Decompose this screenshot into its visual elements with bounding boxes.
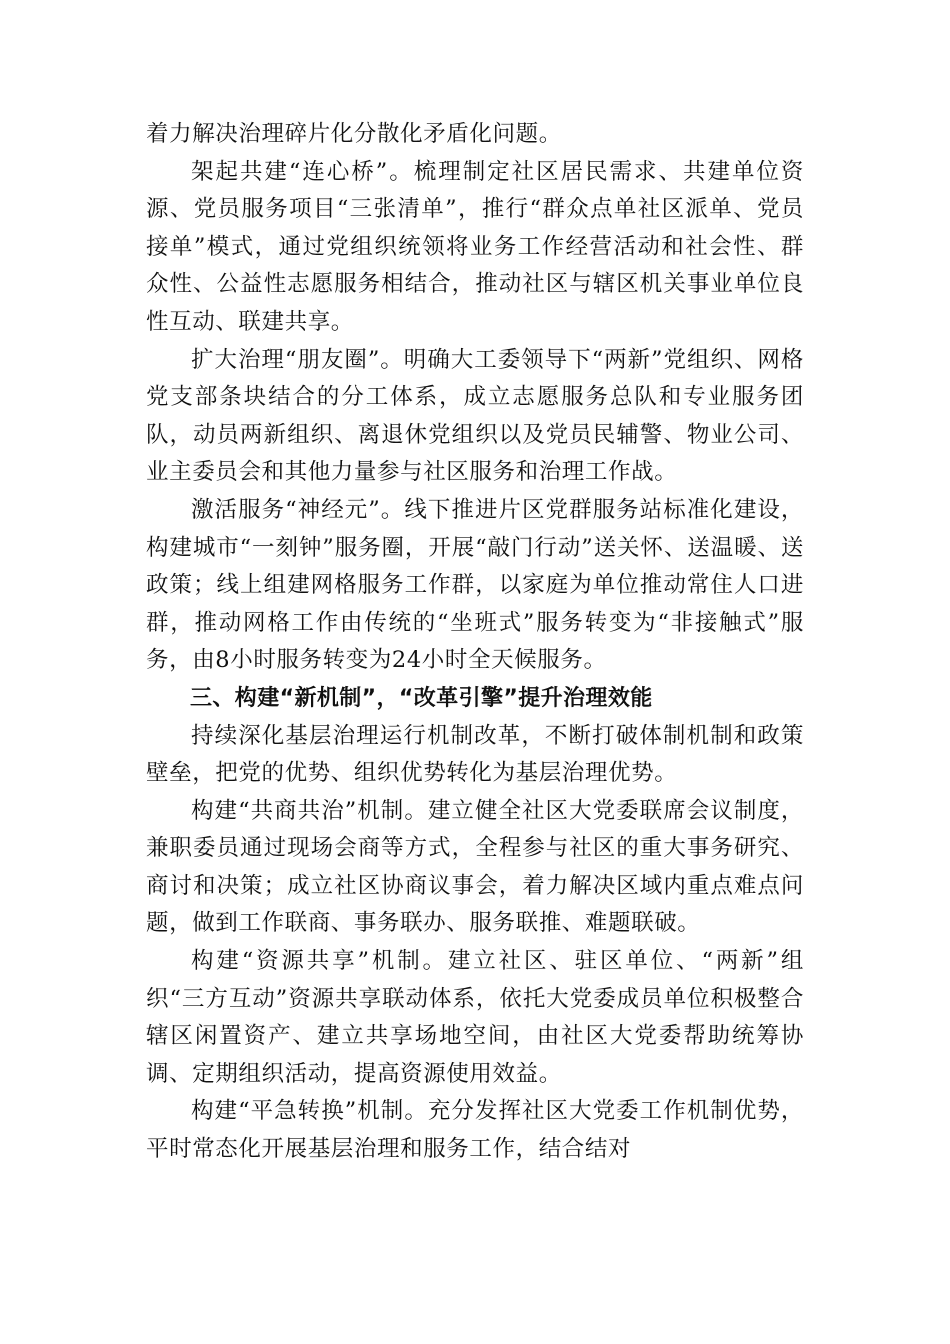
paragraph-section-intro: 持续深化基层治理运行机制改革，不断打破体制机制和政策壁垒，把党的优势、组织优势转化为基层治理优势。 — [146, 722, 804, 787]
paragraph-resource-sharing: 构建“资源共享”机制。建立社区、驻区单位、“两新”组织“三方互动”资源共享联动体系，依托大党委成员单位积极整合辖区闲置资产、建立共享场地空间，由社区大党委帮助统筹协调、定期组织活动，提高资源使用效益。 — [146, 948, 804, 1087]
paragraph-service-neuron: 激活服务“神经元”。线下推进片区党群服务站标准化建设，构建城市“一刻钟”服务圈，开展“敲门行动”送关怀、送温暖、送政策；线上组建网格服务工作群，以家庭为单位推动常住人口进群，推动网格工作由传统的“坐班式”服务转变为“非接触式”服务，由8小时服务转变为24小时全天候服务。 — [146, 496, 804, 674]
section-heading: 三、构建“新机制”，“改革引擎”提升治理效能 — [190, 685, 653, 711]
paragraph-emergency-switch: 构建“平急转换”机制。充分发挥社区大党委工作机制优势，平时常态化开展基层治理和服务工作，结合结对 — [146, 1098, 804, 1163]
paragraph-co-governance: 构建“共商共治”机制。建立健全社区大党委联席会议制度，兼职委员通过现场会商等方式，全程参与社区的重大事务研究、商讨和决策；成立社区协商议事会，着力解决区域内重点难点问题，做到工作联商、事务联办、服务联推、难题联破。 — [146, 797, 804, 937]
paragraph-continuation: 着力解决治理碎片化分散化矛盾化问题。 — [146, 121, 562, 147]
document-page — [146, 116, 804, 1169]
paragraph-connect-bridge: 架起共建“连心桥”。梳理制定社区居民需求、共建单位资源、党员服务项目“三张清单”，推行“群众点单社区派单、党员接单”模式，通过党组织统领将业务工作经营活动和社会性、群众性、公益性志愿服务相结合，推动社区与辖区机关事业单位良性互动、联建共享。 — [146, 158, 804, 335]
paragraph-friend-circle: 扩大治理“朋友圈”。明确大工委领导下“两新”党组织、网格党支部条块结合的分工体系，成立志愿服务总队和专业服务团队，动员两新组织、离退休党组织以及党员民辅警、物业公司、业主委员会和其他力量参与社区服务和治理工作战。 — [146, 346, 804, 486]
